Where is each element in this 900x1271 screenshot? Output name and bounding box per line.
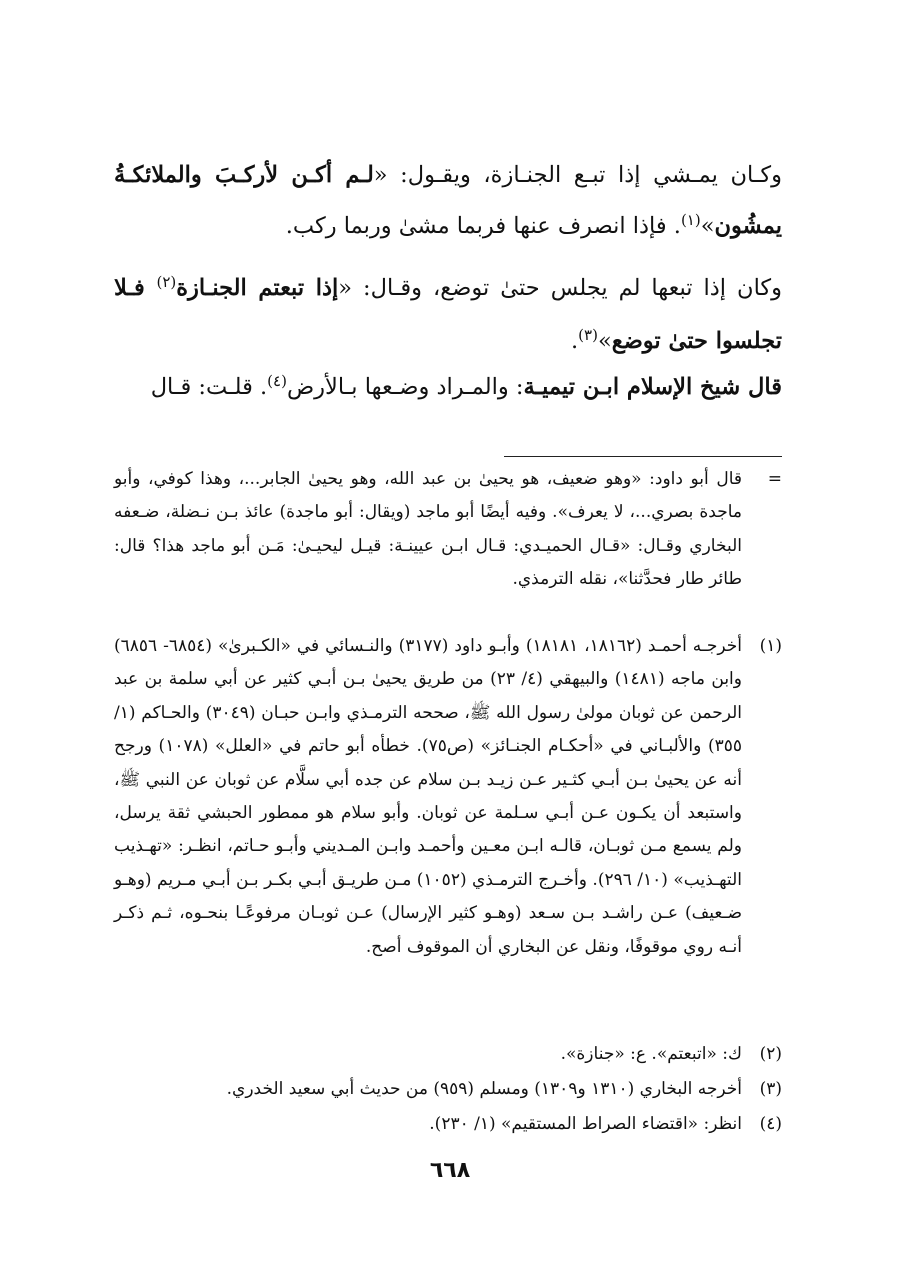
page-number: ٦٦٨ [429, 1158, 471, 1183]
footnote-3 [114, 1073, 782, 1106]
footnote-2-mark: (٢) [759, 1044, 782, 1064]
p3-body: : والمـراد وضـعها بـالأرض [286, 374, 524, 400]
footnote-4-text: انظر: «اقتضاء الصراط المستقيم» (١/ ٢٣٠). [429, 1114, 742, 1134]
footnote-continuation [114, 463, 782, 597]
continuation-text: قال أبو داود: «وهو ضعيف، هو يحيىٰ بن عبد الله، وهو يحيىٰ الجابر...، وهذا كوفي، وأبو ماجدة بصري...، لا يعرف». وفيه أيضًا أبو ماجد (ويقال: أبو ماجدة) عائذ بـن نـضلة، ضـعفه البخاري وقـال: «قـال الحميـدي: قـال ابـن عيينـة: قيـل ليحيـىٰ: مَـن أبو ماجد هذا؟ قال: طائر طار فحدَّثنا»، نقله الترمذي. [114, 469, 742, 590]
footnote-3-mark: (٣) [759, 1079, 782, 1099]
footnote-2-text: ك: «اتبعتم». ع: «جنازة». [560, 1044, 742, 1064]
p1-close: » [700, 213, 715, 239]
footnote-1-mark: (١) [759, 636, 782, 656]
footnote-2 [114, 1038, 782, 1071]
p1-quote: لـم أكـن لأركـبَ والملائكـةُ يمشُون [114, 162, 782, 239]
p1-lead: وكـان يمـشي إذا تبـع الجنـازة، ويقـول: « [373, 162, 782, 188]
p2-lead: وكان إذا تبعها لم يجلس حتىٰ توضع، وقـال: « [338, 275, 782, 301]
p2-tail: . [571, 328, 579, 354]
p1-tail: . فإذا انصرف عنها فربما مشىٰ وربما ركب. [285, 213, 681, 239]
p3-tail: . قلـت: قـال [150, 374, 268, 400]
footnote-ref-2[interactable]: (٢) [156, 273, 177, 291]
footnote-4 [114, 1108, 782, 1141]
p3-lead: قال شيخ الإسلام ابـن تيميـة [523, 374, 782, 400]
main-paragraph-1 [114, 150, 782, 254]
footnote-ref-3[interactable]: (٣) [578, 326, 598, 344]
footnote-ref-1[interactable]: (١) [680, 211, 701, 229]
footnote-1-text: أخرجـه أحمـد (١٨١٦٢، ١٨١٨١) وأبـو داود (٣١٧٧) والنـسائي في «الكـبرىٰ» (٦٨٥٤- ٦٨٥٦) وابن ماجه (١٤٨١) والبيهقي (٤/ ٢٣) من طريق يحيىٰ بـن أبـي كثير عن أبي سلمة بن عبد الرحمن عن ثوبان مولىٰ رسول الله ﷺ، صححه الترمـذي وابـن حبـان (٣٠٤٩) والحـاكم (١/ ٣٥٥) والألبـاني في «أحكـام الجنـائز» (ص٧٥). خطأه أبو حاتم في «العلل» (١٠٧٨) ورجح أنه عن يحيىٰ بـن أبـي كثـير عـن زيـد بـن سلام عن جده أبي سلَّام عن ثوبان عن النبي ﷺ، واستبعد أن يكـون عـن أبـي سـلمة عن ثوبان. وأبو سلام هو ممطور الحبشي ثقة يرسل، ولم يسمع مـن ثوبـان، قالـه ابـن معـين وأحمـد وابـن المـديني وأبـو حـاتم، انظـر: «تهـذيب التهـذيب» (١٠/ ٢٩٦). وأخـرج الترمـذي (١٠٥٢) مـن طريـق أبـي بكـر بـن أبـي مـريم (وهـو ضـعيف) عـن راشـد بـن سـعد (وهـو كثير الإرسال) عـن ثوبـان مرفوعًـا بنحـوه، ثـم ذكـر أنـه روي موقوفًا، ونقل عن البخاري أن الموقوف أصح. [114, 636, 743, 957]
continuation-mark: = [767, 469, 782, 489]
p2-quote-1: إذا تبعتم الجنـازة [176, 275, 339, 301]
p2-close: » [597, 328, 612, 354]
p2-quote-2: فـلا تجلسوا حتىٰ توضع [114, 275, 782, 354]
footnote-separator [504, 456, 782, 457]
footnote-3-text: أخرجه البخاري (١٣١٠ و١٣٠٩) ومسلم (٩٥٩) من حديث أبي سعيد الخدري. [226, 1079, 742, 1099]
footnote-1 [114, 630, 782, 964]
footnote-ref-4[interactable]: (٤) [267, 372, 287, 390]
main-paragraph-3 [114, 362, 782, 415]
main-paragraph-2 [114, 263, 782, 369]
footnote-4-mark: (٤) [759, 1114, 782, 1134]
